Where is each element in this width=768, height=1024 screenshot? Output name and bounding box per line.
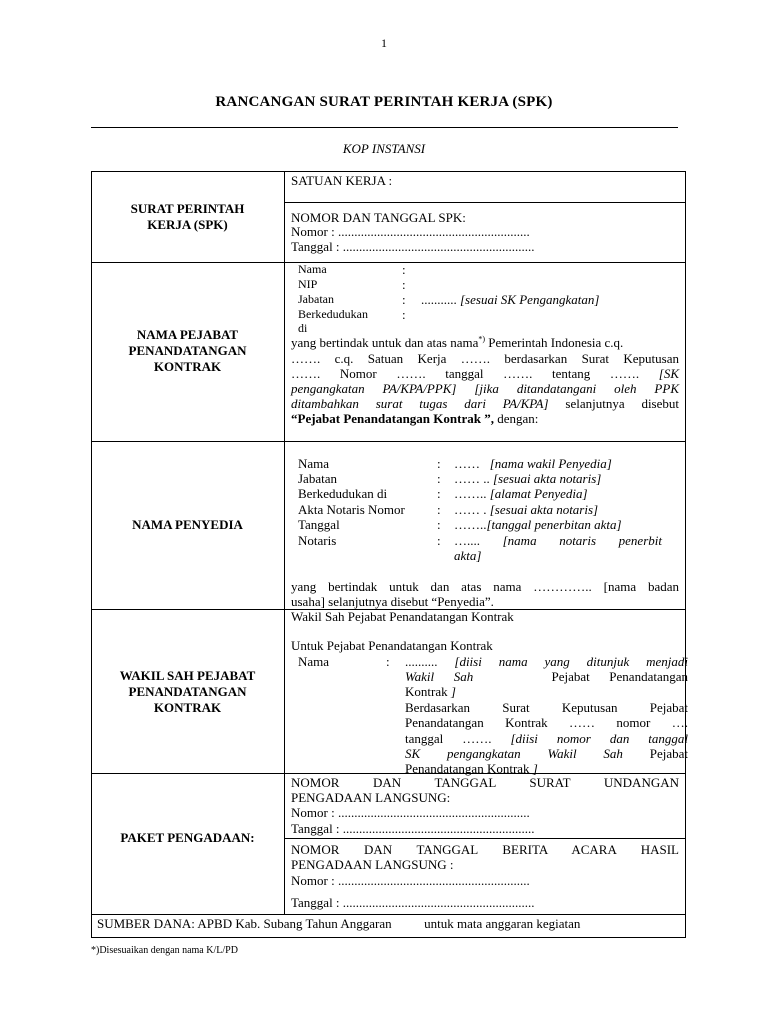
kop-instansi: KOP INSTANSI bbox=[342, 141, 426, 156]
berita-acara-nomor-field: Nomor : ........................................................... bbox=[291, 873, 530, 888]
colon: : bbox=[402, 292, 406, 307]
penyedia-notaris-value: ….... [nama notaris penerbit bbox=[454, 533, 662, 548]
penyedia-jabatan-value: …… .. [sesuai akta notaris] bbox=[454, 471, 602, 486]
penyedia-tanggal-label: Tanggal bbox=[298, 517, 340, 532]
penyedia-paragraph-line: usaha] selanjutnya disebut “Penyedia”. bbox=[291, 594, 494, 609]
divider bbox=[284, 202, 686, 203]
penyedia-akta-label: Akta Notaris Nomor bbox=[298, 502, 405, 517]
wakil-nama-label: Nama bbox=[298, 654, 330, 669]
colon: : bbox=[437, 456, 441, 471]
spk-nomor-field: Nomor : ........................................................... bbox=[291, 224, 530, 239]
label-penyedia: NAMA PENYEDIA bbox=[132, 517, 243, 532]
colon: : bbox=[437, 517, 441, 532]
penyedia-tanggal-value: ……..[tanggal penerbitan akta] bbox=[454, 517, 622, 532]
colon: : bbox=[437, 502, 441, 517]
berita-acara-heading-line: PENGADAAN LANGSUNG : bbox=[291, 857, 454, 872]
wakil-nama-value-line: Berdasarkan Surat Keputusan Pejabat bbox=[405, 700, 688, 715]
undangan-tanggal-field: Tanggal : ........................................................... bbox=[291, 821, 535, 836]
label-spk: SURAT PERINTAH KERJA (SPK) bbox=[130, 201, 245, 232]
wakil-nama-value-line: Kontrak ] bbox=[405, 684, 456, 699]
spk-tanggal-field: Tanggal : ........................................................... bbox=[291, 239, 535, 254]
row-divider bbox=[91, 441, 686, 442]
wakil-nama-value-line: Penandatangan Kontrak ] bbox=[405, 761, 538, 776]
pejabat-paragraph-line: “Pejabat Penandatangan Kontrak ”, dengan: bbox=[291, 411, 539, 426]
row-divider bbox=[91, 262, 686, 263]
penyedia-berkedudukan-value: …….. [alamat Penyedia] bbox=[454, 486, 588, 501]
colon: : bbox=[402, 307, 406, 322]
nama-label: Nama bbox=[298, 262, 327, 276]
divider bbox=[284, 838, 686, 839]
pejabat-paragraph-line: ……. c.q. Satuan Kerja ……. berdasarkan Surat Keputusan bbox=[291, 351, 679, 366]
wakil-nama-value-line: Penandatangan Kontrak …… nomor …. bbox=[405, 715, 688, 730]
berita-acara-heading-line: NOMOR DAN TANGGAL BERITA ACARA HASIL bbox=[291, 842, 679, 857]
wakil-nama-value-line: tanggal ……. [diisi nomor dan tanggal bbox=[405, 731, 689, 746]
penyedia-akta-value: …… . [sesuai akta notaris] bbox=[454, 502, 599, 517]
berita-acara-tanggal-field: Tanggal : ........................................................... bbox=[291, 895, 535, 910]
label-wakil-sah: WAKIL SAH PEJABAT PENANDATANGAN KONTRAK bbox=[119, 668, 256, 715]
label-pejabat: NAMA PEJABAT PENANDATANGAN KONTRAK bbox=[128, 327, 247, 374]
label-paket-pengadaan: PAKET PENGADAAN: bbox=[120, 830, 255, 845]
nip-label: NIP bbox=[298, 277, 318, 291]
spk-form-table bbox=[91, 171, 689, 938]
penyedia-nama-value: …… [nama wakil Penyedia] bbox=[454, 456, 612, 471]
table-border-left bbox=[91, 171, 92, 938]
colon: : bbox=[402, 262, 406, 277]
penyedia-berkedudukan-label: Berkedudukan di bbox=[298, 486, 388, 501]
pejabat-paragraph-line: yang bertindak untuk dan atas nama*) Pemerintah Indonesia c.q. bbox=[291, 334, 624, 350]
satuan-kerja-field: SATUAN KERJA : bbox=[291, 173, 393, 188]
table-border-top bbox=[91, 171, 686, 172]
undangan-heading-line: PENGADAAN LANGSUNG: bbox=[291, 790, 451, 805]
wakil-sah-heading: Wakil Sah Pejabat Penandatangan Kontrak bbox=[291, 609, 514, 624]
colon: : bbox=[437, 533, 441, 548]
penyedia-notaris-label: Notaris bbox=[298, 533, 337, 548]
pejabat-paragraph-line: pengangkatan PA/KPA/PPK] [jika ditandatangani oleh PPK bbox=[291, 381, 679, 396]
jabatan-value: ........... [sesuai SK Pengangkatan] bbox=[421, 292, 600, 307]
pejabat-paragraph-line: ditambahkan surat tugas dari PA/KPA] selanjutnya disebut bbox=[291, 396, 679, 411]
jabatan-label: Jabatan bbox=[298, 292, 334, 306]
sumber-dana-row: SUMBER DANA: APBD Kab. Subang Tahun Anggaran untuk mata anggaran kegiatan bbox=[97, 916, 581, 931]
table-border-right bbox=[685, 171, 686, 938]
undangan-nomor-field: Nomor : ........................................................... bbox=[291, 805, 530, 820]
wakil-nama-value-line: .......... [diisi nama yang ditunjuk menjadi bbox=[405, 654, 689, 669]
nomor-tanggal-spk-heading: NOMOR DAN TANGGAL SPK: bbox=[291, 210, 466, 225]
page-number: 1 bbox=[381, 36, 387, 50]
undangan-heading-line: NOMOR DAN TANGGAL SURAT UNDANGAN bbox=[291, 775, 679, 790]
penyedia-nama-label: Nama bbox=[298, 456, 330, 471]
column-divider bbox=[284, 171, 285, 914]
wakil-nama-value-line: Wakil Sah Pejabat Penandatangan bbox=[405, 669, 688, 684]
footnote: *)Disesuaikan dengan nama K/L/PD bbox=[91, 945, 238, 956]
penyedia-jabatan-label: Jabatan bbox=[298, 471, 337, 486]
penyedia-paragraph-line: yang bertindak untuk dan atas nama ………….. [nama badan bbox=[291, 579, 679, 594]
colon: : bbox=[437, 471, 441, 486]
document-title: RANCANGAN SURAT PERINTAH KERJA (SPK) bbox=[215, 94, 553, 110]
title-rule bbox=[91, 127, 678, 128]
colon: : bbox=[386, 654, 390, 669]
colon: : bbox=[402, 277, 406, 292]
row-divider bbox=[91, 914, 686, 915]
pejabat-paragraph-line: ……. Nomor ……. tanggal ……. tentang ……. [SK bbox=[291, 366, 679, 381]
berkedudukan-label: Berkedudukan bbox=[298, 307, 368, 321]
wakil-untuk-line: Untuk Pejabat Penandatangan Kontrak bbox=[291, 638, 493, 653]
table-border-bottom bbox=[91, 937, 686, 938]
di-label: di bbox=[298, 321, 308, 335]
row-divider bbox=[91, 773, 686, 774]
wakil-nama-value-line: SK pengangkatan Wakil Sah Pejabat bbox=[405, 746, 688, 761]
colon: : bbox=[437, 486, 441, 501]
penyedia-notaris-value-cont: akta] bbox=[454, 548, 482, 563]
